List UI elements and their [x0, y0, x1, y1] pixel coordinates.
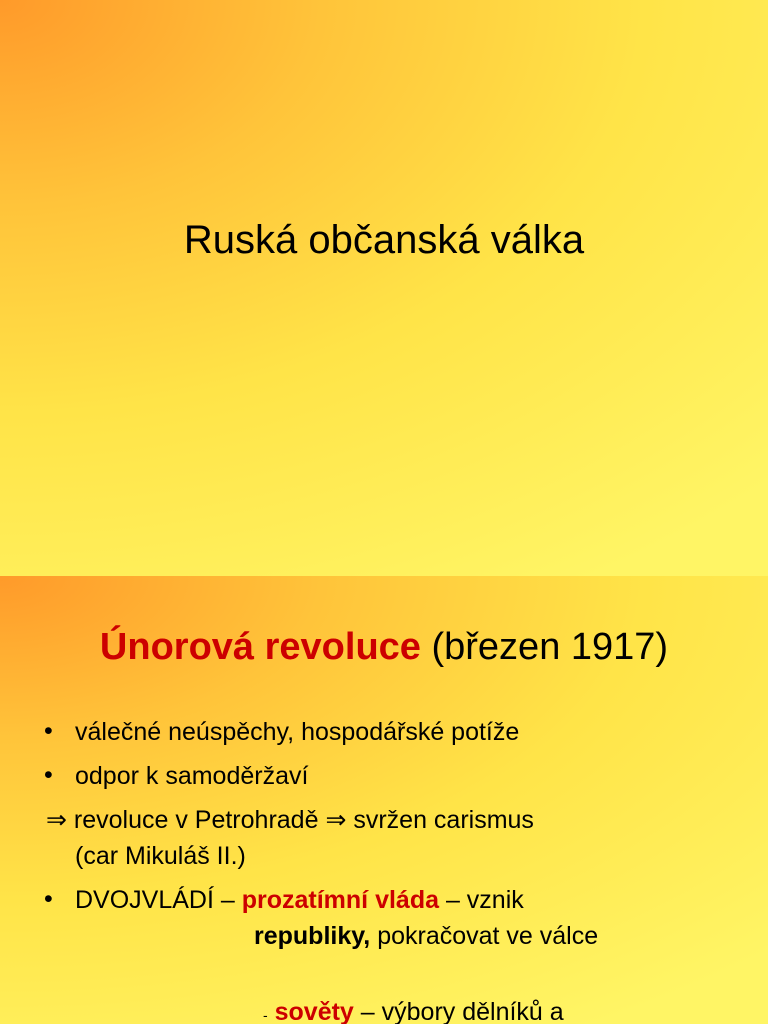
bullet-item-1: válečné neúspěchy, hospodářské potíže [75, 718, 520, 746]
implies-arrow-icon: ⇒ [325, 806, 347, 834]
slide-2-title [0, 626, 768, 669]
bullet-icon: • [44, 885, 53, 913]
dvojvladi-rest: – vznik [439, 886, 524, 914]
sovety-line [263, 998, 564, 1024]
slide-2-title-highlight: Únorová revoluce [99, 626, 421, 668]
bullet-icon: • [44, 761, 53, 789]
dvojvladi-line-2-rest: pokračovat ve válce [370, 922, 599, 950]
arrow-line-text-2: svržen carismus [346, 806, 534, 834]
bullet-icon: • [44, 717, 53, 745]
slide-2 [0, 576, 768, 1024]
bullet-item-2: odpor k samoděržaví [75, 762, 309, 790]
slide-1-title: Ruská občanská válka [183, 218, 585, 262]
slide-2-title-date: (březen 1917) [420, 626, 669, 668]
arrow-line-continuation: (car Mikuláš II.) [75, 842, 246, 870]
dvojvladi-line-2 [254, 922, 598, 951]
implies-arrow-icon: ⇒ [46, 806, 67, 834]
arrow-line-text-1: revoluce v Petrohradě [66, 806, 326, 834]
dvojvladi-highlight: prozatímní vláda [241, 886, 439, 914]
dvojvladi-lead: DVOJVLÁDÍ – [75, 886, 242, 914]
dvojvladi-line [75, 886, 524, 915]
sovety-highlight: sověty [274, 998, 354, 1024]
arrow-line [46, 805, 534, 835]
sovety-dash: - [263, 1007, 268, 1023]
sovety-rest: – výbory dělníků a [353, 998, 564, 1024]
dvojvladi-bold: republiky, [254, 922, 371, 950]
